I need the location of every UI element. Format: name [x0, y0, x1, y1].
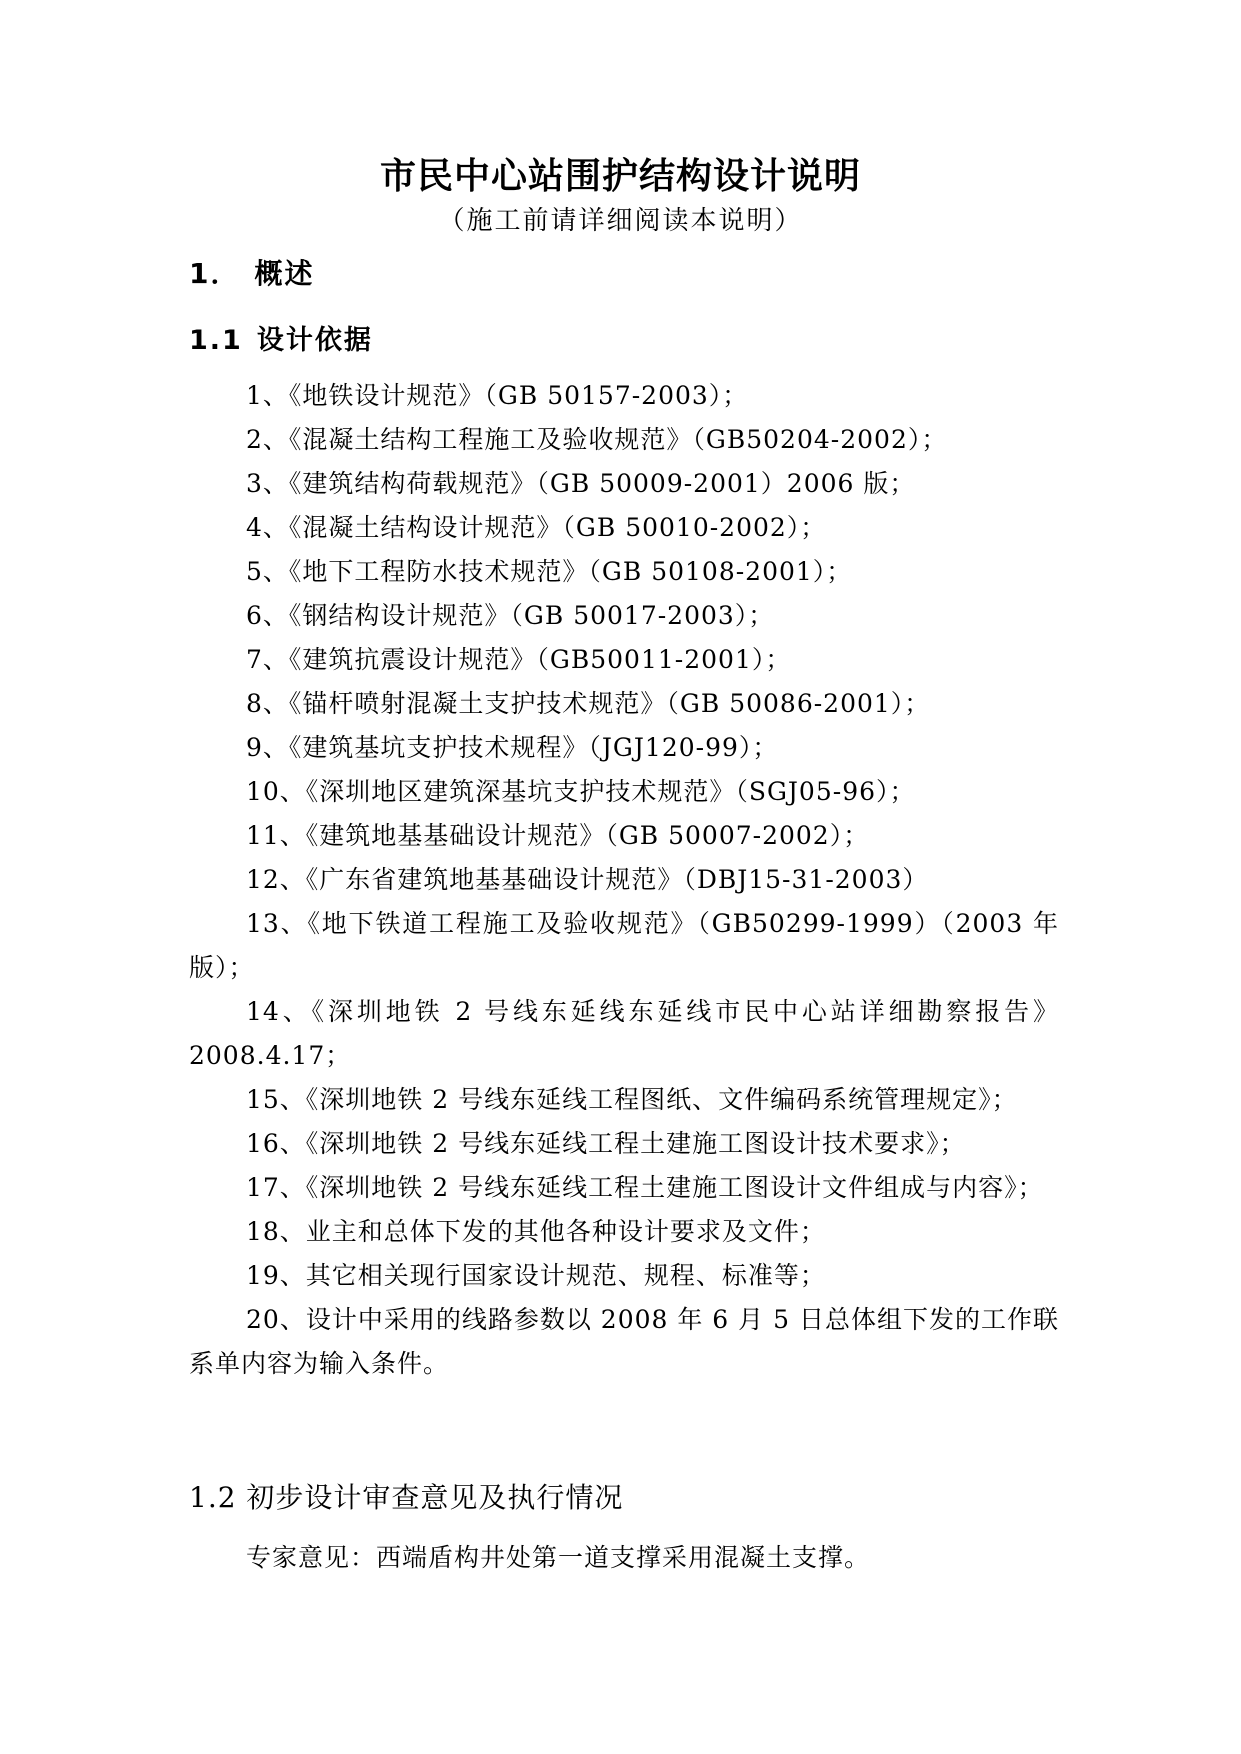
reference-item: 10、《深圳地区建筑深基坑支护技术规范》（SGJ05-96）； [246, 777, 916, 806]
reference-item: 11、《建筑地基基础设计规范》（GB 50007-2002）； [246, 821, 870, 850]
reference-item: 4、《混凝土结构设计规范》（GB 50010-2002）； [246, 513, 827, 542]
document-subtitle: （施工前请详细阅读本说明） [438, 206, 803, 236]
reference-item: 20、设计中采用的线路参数以 2008 年 6 月 5 日总体组下发的工作联系单内容为输入条件。 [189, 1305, 1059, 1378]
reference-item: 3、《建筑结构荷载规范》（GB 50009-2001）2006 版； [246, 469, 916, 498]
reference-item: 15、《深圳地铁 2 号线东延线工程图纸、文件编码系统管理规定》； [246, 1085, 1018, 1114]
section-title: 概述 [254, 257, 315, 290]
subsection-heading-design-basis [189, 318, 373, 357]
subsection-title: 设计依据 [256, 325, 373, 356]
reference-item: 14、《深圳地铁 2 号线东延线东延线市民中心站详细勘察报告》2008.4.17； [189, 997, 1059, 1070]
reference-item: 6、《钢结构设计规范》（GB 50017-2003）； [246, 601, 775, 630]
reference-item: 2、《混凝土结构工程施工及验收规范》（GB50204-2002）； [246, 425, 948, 454]
reference-item: 19、其它相关现行国家设计规范、规程、标准等； [246, 1261, 826, 1290]
reference-item: 16、《深圳地铁 2 号线东延线工程土建施工图设计技术要求》； [246, 1129, 966, 1158]
reference-item: 8、《锚杆喷射混凝土支护技术规范》（GB 50086-2001）； [246, 689, 931, 718]
document-title: 市民中心站围护结构设计说明 [379, 156, 861, 197]
section-number: 1． [189, 257, 241, 290]
reference-list [189, 374, 1059, 1386]
reference-item: 17、《深圳地铁 2 号线东延线工程土建施工图设计文件组成与内容》； [246, 1173, 1044, 1202]
reference-item: 9、《建筑基坑支护技术规程》（JGJ120-99）； [246, 733, 779, 762]
reference-item: 13、《地下铁道工程施工及验收规范》（GB50299-1999）（2003 年版）； [189, 909, 1059, 982]
reference-item: 7、《建筑抗震设计规范》（GB50011-2001）； [246, 645, 792, 674]
expert-opinion-paragraph: 专家意见：西端盾构井处第一道支撑采用混凝土支撑。 [246, 1543, 871, 1572]
section-heading-overview [189, 252, 315, 292]
reference-item: 5、《地下工程防水技术规范》（GB 50108-2001）； [246, 557, 853, 586]
reference-item: 1、《地铁设计规范》（GB 50157-2003）； [246, 381, 749, 410]
reference-item: 12、《广东省建筑地基基础设计规范》（DBJ15-31-2003） [246, 865, 929, 894]
subsection-heading-review: 1.2 初步设计审查意见及执行情况 [189, 1481, 624, 1514]
subsection-number: 1.1 [189, 325, 243, 356]
reference-item: 18、业主和总体下发的其他各种设计要求及文件； [246, 1217, 826, 1246]
